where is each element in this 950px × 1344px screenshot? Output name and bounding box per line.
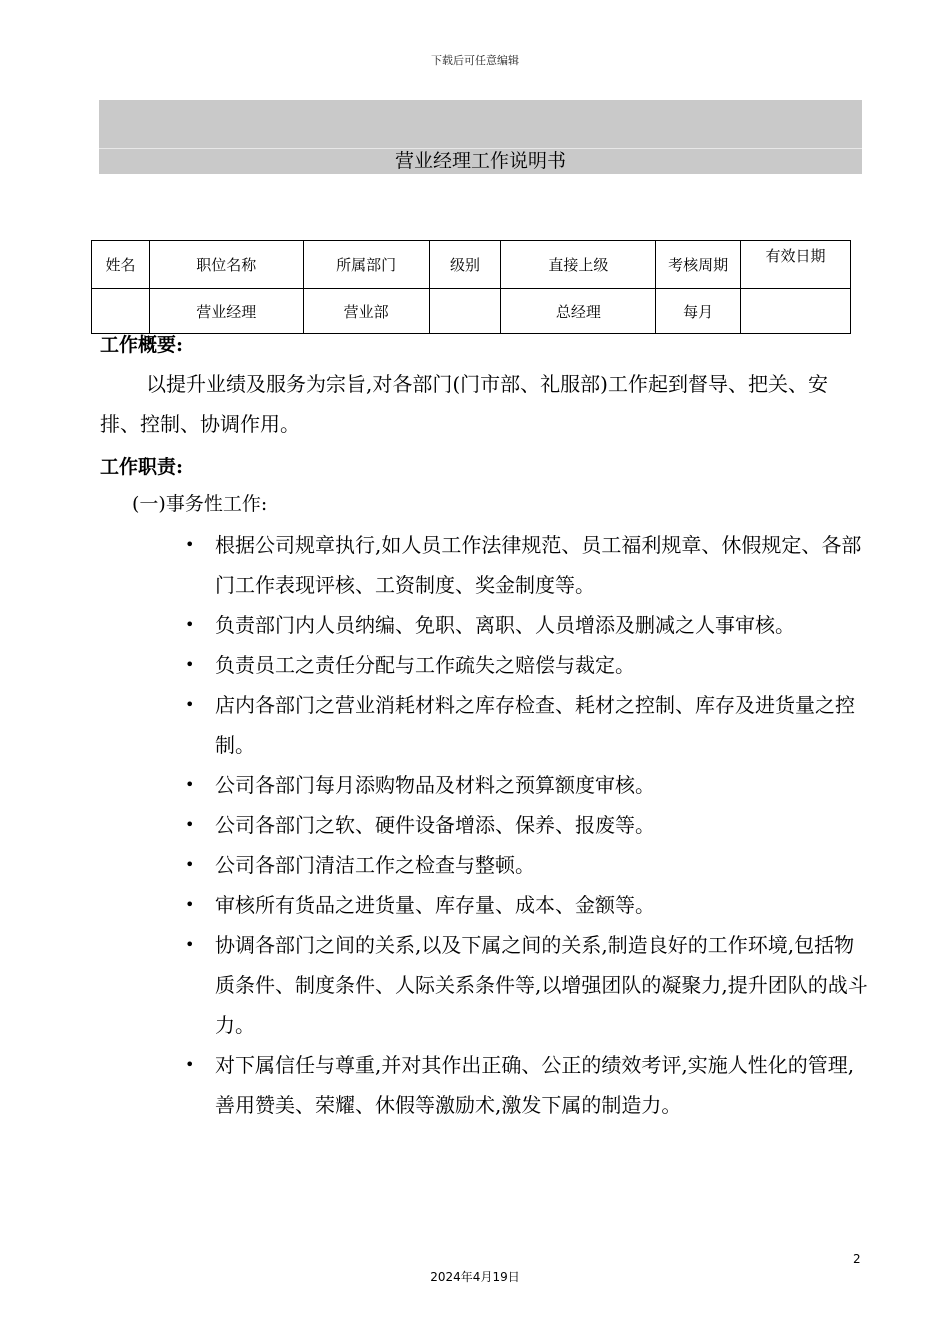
table-cell: 每月 xyxy=(656,289,741,334)
footer-date: 2024年4月19日 xyxy=(430,1270,520,1284)
list-item xyxy=(178,765,868,805)
duties-heading: 工作职责: xyxy=(100,456,184,478)
list-item-text: 对下属信任与尊重,并对其作出正确、公正的绩效考评,实施人性化的管理,善用赞美、荣耀、休假等激励术,激发下属的制造力。 xyxy=(215,1053,855,1117)
position-info-table xyxy=(91,240,851,334)
list-item-text: 负责部门内人员纳编、免职、离职、人员增添及删减之人事审核。 xyxy=(215,613,795,637)
table-cell: 营业经理 xyxy=(149,289,303,334)
duties-list xyxy=(178,525,868,1125)
list-item-text: 公司各部门清洁工作之检查与整顿。 xyxy=(215,853,535,877)
bullet-icon: • xyxy=(185,695,195,714)
bullet-icon: • xyxy=(185,935,195,954)
header-note: 下载后可任意编辑 xyxy=(431,54,519,67)
list-item-text: 根据公司规章执行,如人员工作法律规范、员工福利规章、休假规定、各部门工作表现评核、工资制度、奖金制度等。 xyxy=(215,533,862,597)
list-item-text: 店内各部门之营业消耗材料之库存检查、耗材之控制、库存及进货量之控制。 xyxy=(215,693,855,757)
list-item-text: 公司各部门每月添购物品及材料之预算额度审核。 xyxy=(215,773,655,797)
table-header-cell: 考核周期 xyxy=(656,241,741,289)
list-item xyxy=(178,685,868,765)
overview-heading: 工作概要: xyxy=(100,334,184,356)
document-title: 营业经理工作说明书 xyxy=(394,150,566,172)
bullet-icon: • xyxy=(185,615,195,634)
table-header-cell: 职位名称 xyxy=(149,241,303,289)
bullet-icon: • xyxy=(185,1055,195,1074)
list-item xyxy=(178,885,868,925)
table-header-cell: 直接上级 xyxy=(501,241,656,289)
table-header-cell: 姓名 xyxy=(92,241,150,289)
list-item-text: 公司各部门之软、硬件设备增添、保养、报废等。 xyxy=(215,813,655,837)
list-item-text: 负责员工之责任分配与工作疏失之赔偿与裁定。 xyxy=(215,653,635,677)
duties-subheading: (一)事务性工作: xyxy=(132,493,268,515)
list-item-text: 协调各部门之间的关系,以及下属之间的关系,制造良好的工作环境,包括物质条件、制度条件、人际关系条件等,以增强团队的凝聚力,提升团队的战斗力。 xyxy=(215,933,868,1037)
table-header-cell: 有效日期 xyxy=(741,241,851,289)
table-cell xyxy=(741,289,851,334)
list-item xyxy=(178,925,868,1045)
overview-text: 以提升业绩及服务为宗旨,对各部门(门市部、礼服部)工作起到督导、把关、安排、控制、协调作用。 xyxy=(100,372,828,436)
bullet-icon: • xyxy=(185,775,195,794)
list-item xyxy=(178,645,868,685)
table-cell xyxy=(429,289,501,334)
table-header-row xyxy=(92,241,851,289)
table-cell: 总经理 xyxy=(501,289,656,334)
list-item xyxy=(178,525,868,605)
list-item xyxy=(178,805,868,845)
bullet-icon: • xyxy=(185,855,195,874)
table-header-cell: 所属部门 xyxy=(303,241,429,289)
list-item xyxy=(178,605,868,645)
bullet-icon: • xyxy=(185,655,195,674)
bullet-icon: • xyxy=(185,895,195,914)
page-number: 2 xyxy=(853,1252,861,1266)
table-row xyxy=(92,289,851,334)
table-header-cell: 级别 xyxy=(429,241,501,289)
table-cell xyxy=(92,289,150,334)
table-cell: 营业部 xyxy=(303,289,429,334)
list-item xyxy=(178,1045,868,1125)
list-item-text: 审核所有货品之进货量、库存量、成本、金额等。 xyxy=(215,893,655,917)
bullet-icon: • xyxy=(185,815,195,834)
bullet-icon: • xyxy=(185,535,195,554)
list-item xyxy=(178,845,868,885)
